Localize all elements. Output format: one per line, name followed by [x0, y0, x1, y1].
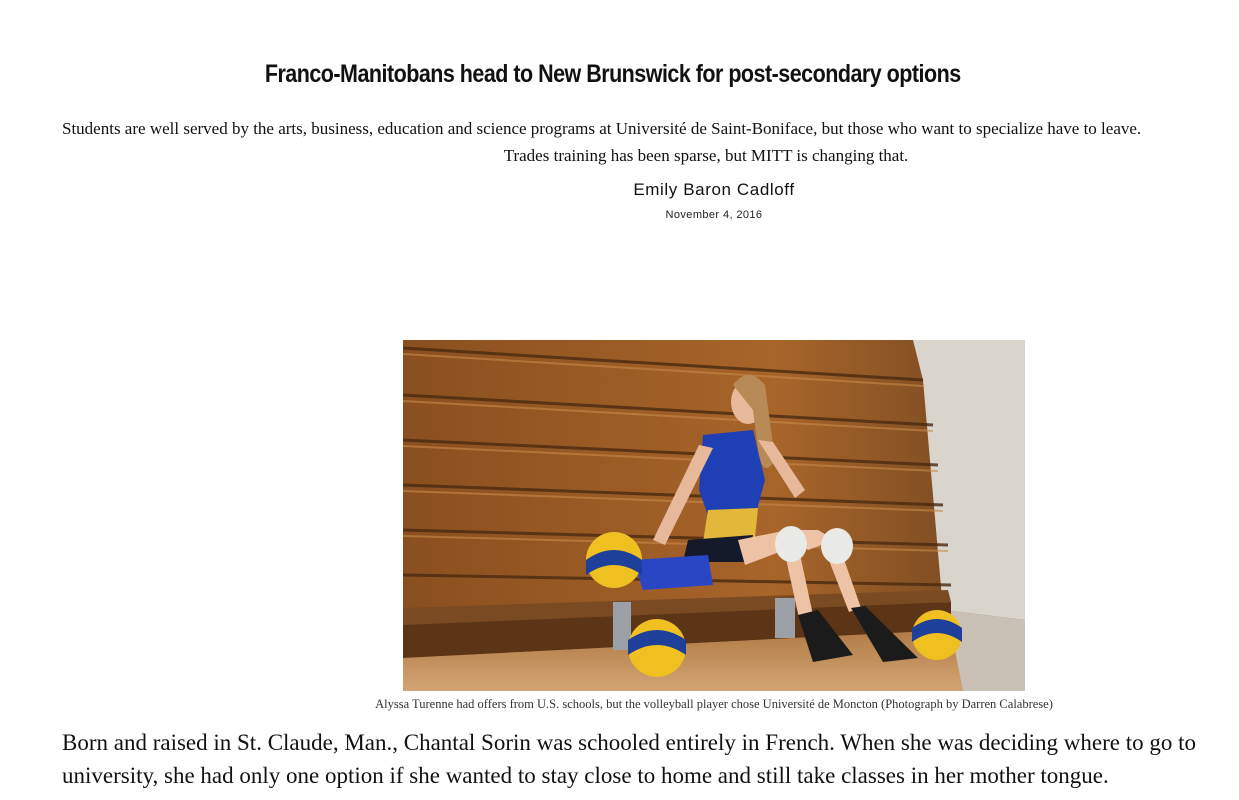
article-body — [62, 726, 1227, 792]
article-headline: Franco-Manitobans head to New Brunswick for post-secondary options — [264, 60, 961, 88]
volleyball-icon — [912, 610, 962, 660]
article-date: November 4, 2016 — [665, 209, 763, 221]
article-dek-line-1: Students are well served by the arts, business, education and science programs at Université de Saint-Boniface, but those who want to specialize have to leave. — [62, 119, 1142, 138]
photo-caption: Alyssa Turenne had offers from U.S. schools, but the volleyball player chose Université de Moncton (Photograph by Darren Calabrese) — [375, 697, 1053, 711]
volleyball-icon — [628, 619, 686, 677]
article-author[interactable]: Emily Baron Cadloff — [633, 180, 795, 199]
volleyball-player-photo — [403, 340, 1025, 691]
body-paragraph-line: university, she had only one option if she wanted to stay close to home and still take classes in her mother tongue. — [62, 763, 1109, 788]
article-photo — [403, 340, 1025, 691]
body-paragraph-line: Born and raised in St. Claude, Man., Chantal Sorin was schooled entirely in French. When she was deciding where to go to — [62, 730, 1197, 755]
volleyball-icon — [586, 532, 642, 588]
article-dek-line-2: Trades training has been sparse, but MITT is changing that. — [503, 146, 909, 165]
